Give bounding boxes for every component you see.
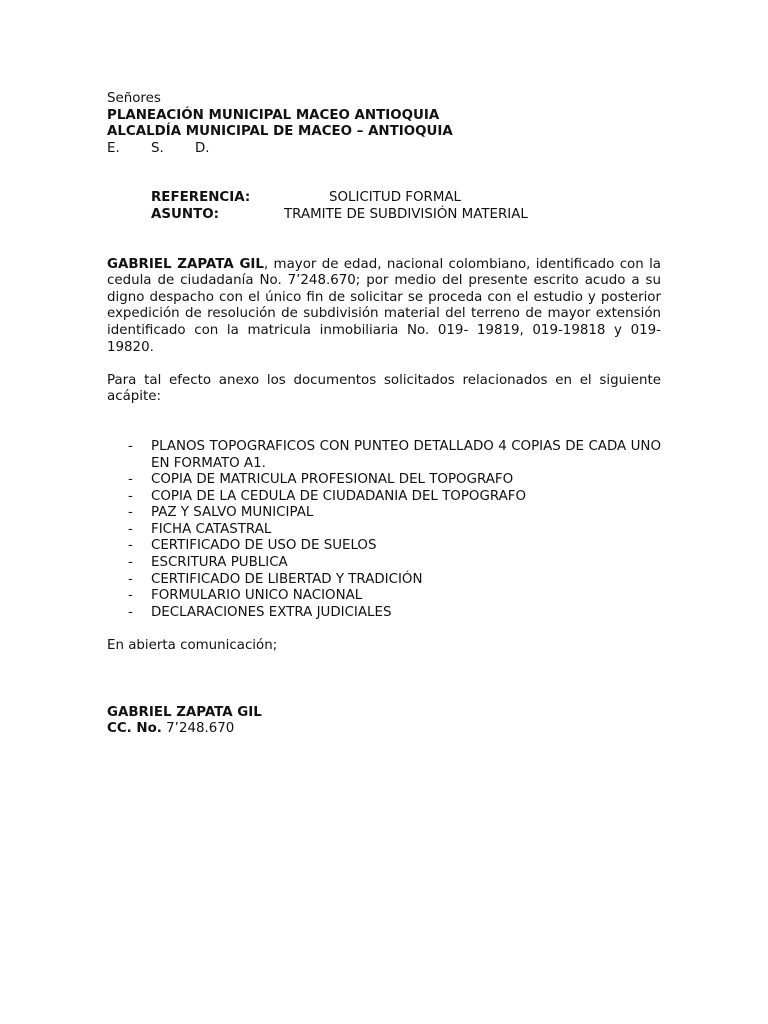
signature-id-value: 7’248.670: [161, 721, 235, 737]
reference-block: [107, 190, 661, 223]
list-item-text: DECLARACIONES EXTRA JUDICIALES: [151, 604, 392, 620]
subject-label: ASUNTO:: [151, 206, 219, 222]
recipient-alcaldia: ALCALDÍA MUNICIPAL DE MACEO – ANTIOQUIA: [107, 124, 453, 140]
letter-page: [107, 91, 661, 738]
signature-id: [107, 721, 661, 738]
applicant-name: GABRIEL ZAPATA GIL: [107, 256, 264, 272]
esd-d: D.: [195, 140, 210, 156]
bullet-dash: -: [128, 438, 133, 454]
request-text: , mayor de edad, nacional colombiano, identificado con la cedula de ciudadanía No. 7’248.670; por medio del presente escrito acudo a su digno despacho con el único fin de solicitar se proceda con el estudio y posterior expedición de resolución de subdivisión material del terreno de mayor extensión identificado con la matricula inmobiliaria No. 019- 19819, 019-19818 y 019-19820.: [107, 256, 661, 355]
list-item: [107, 522, 661, 539]
esd-s: S.: [151, 140, 164, 156]
bullet-dash: -: [128, 472, 133, 488]
list-item: [107, 505, 661, 522]
list-item-text: COPIA DE LA CEDULA DE CIUDADANIA DEL TOPOGRAFO: [151, 488, 526, 504]
list-item: [107, 489, 661, 506]
salutation: Señores: [107, 91, 161, 106]
bullet-dash: -: [128, 571, 133, 587]
reference-value: SOLICITUD FORMAL: [329, 190, 462, 206]
bullet-dash: -: [128, 588, 133, 604]
bullet-dash: -: [128, 521, 133, 537]
list-item-text: COPIA DE MATRICULA PROFESIONAL DEL TOPOGRAFO: [151, 472, 514, 488]
list-item: [107, 588, 661, 605]
documents-list: [107, 439, 661, 622]
list-item: [107, 555, 661, 572]
list-item-text: CERTIFICADO DE LIBERTAD Y TRADICIÓN: [151, 571, 423, 587]
bullet-dash: -: [128, 538, 133, 554]
subject-row: [151, 207, 661, 224]
list-item-text: PLANOS TOPOGRAFICOS CON PUNTEO DETALLADO 4 COPIAS DE CADA UNO EN FORMATO A1.: [151, 438, 661, 471]
signature-name: GABRIEL ZAPATA GIL: [107, 704, 262, 720]
list-item: [107, 439, 661, 472]
list-item: [107, 605, 661, 622]
signature-block: [107, 705, 661, 738]
list-item-text: PAZ Y SALVO MUNICIPAL: [151, 505, 314, 521]
list-item: [107, 538, 661, 555]
subject-value: TRAMITE DE SUBDIVISIÓN MATERIAL: [284, 206, 528, 222]
closing-line: En abierta comunicación;: [107, 638, 278, 654]
annex-paragraph: Para tal efecto anexo los documentos solicitados relacionados en el siguiente acápite:: [107, 372, 661, 405]
bullet-dash: -: [128, 604, 133, 620]
list-item-text: CERTIFICADO DE USO DE SUELOS: [151, 538, 377, 554]
reference-row: [151, 190, 661, 207]
list-item-text: FORMULARIO UNICO NACIONAL: [151, 588, 363, 604]
recipient-planeacion: PLANEACIÓN MUNICIPAL MACEO ANTIOQUIA: [107, 107, 440, 123]
esd-e: E.: [107, 140, 120, 156]
signature-id-label: CC. No.: [107, 721, 162, 737]
bullet-dash: -: [128, 505, 133, 521]
list-item-text: ESCRITURA PUBLICA: [151, 555, 288, 571]
bullet-dash: -: [128, 488, 133, 504]
request-paragraph: [107, 257, 661, 357]
bullet-dash: -: [128, 555, 133, 571]
list-item-text: FICHA CATASTRAL: [151, 521, 272, 537]
list-item: [107, 472, 661, 489]
list-item: [107, 572, 661, 589]
reference-label: REFERENCIA:: [151, 190, 251, 206]
esd-line: [107, 141, 661, 158]
